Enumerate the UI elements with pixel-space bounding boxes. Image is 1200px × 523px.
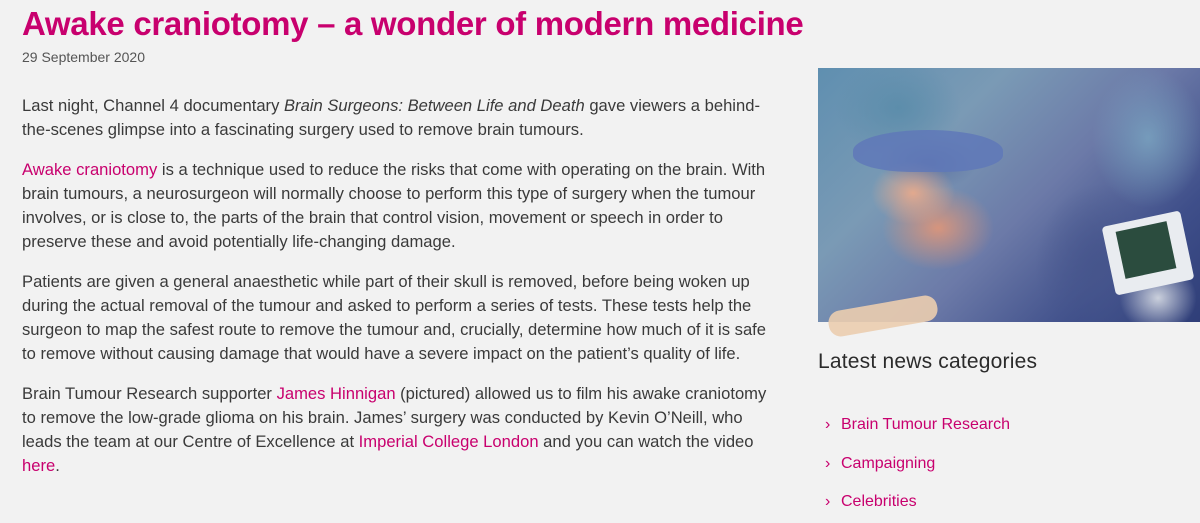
article-body <box>22 94 782 494</box>
sidebar-title: Latest news categories <box>818 350 1038 373</box>
category-brain-tumour-research[interactable] <box>825 406 1010 445</box>
chevron-right-icon: › <box>825 493 831 511</box>
paragraph-1-text-b: gave viewers a behind-the-scenes glimpse into a fascinating surgery used to remove brain tumours. <box>22 96 760 139</box>
paragraph-2 <box>22 158 782 254</box>
surgical-cap <box>853 130 1003 172</box>
imperial-college-link[interactable]: Imperial College London <box>358 432 539 451</box>
paragraph-1-text-a: Last night, Channel 4 documentary <box>22 96 284 115</box>
paragraph-4-text-c: and you can watch the video <box>538 432 754 451</box>
paragraph-3: Patients are given a general anaesthetic while part of their skull is removed, before being woken up during the actual removal of the tumour and asked to perform a series of tests. These tests help the surgeon to map the safest route to remove the tumour and, crucially, determine how much of it is safe to remove without causing damage that would have a severe impact on the patient’s quality of life. <box>22 272 767 363</box>
paragraph-4-text-d: . <box>55 456 60 475</box>
chevron-right-icon: › <box>825 454 831 472</box>
paragraph-4 <box>22 382 782 478</box>
paragraph-1 <box>22 94 782 142</box>
article-date: 29 September 2020 <box>22 49 145 65</box>
documentary-title: Brain Surgeons: Between Life and Death <box>283 96 585 115</box>
paragraph-4-text-b: (pictured) allowed us to film his awake craniotomy to remove the low-grade glioma on his brain. James’ surgery was conducted by Kevin O’Neill, who leads the team at our Centre of Excellence at <box>22 384 767 451</box>
category-list <box>825 406 1010 522</box>
james-hinnigan-link[interactable]: James Hinnigan <box>276 384 396 403</box>
chevron-right-icon: › <box>825 416 831 434</box>
category-label: Campaigning <box>841 454 936 472</box>
category-celebrities[interactable] <box>825 483 1010 522</box>
awake-craniotomy-link[interactable]: Awake craniotomy <box>22 160 158 179</box>
video-here-link[interactable]: here <box>22 456 56 475</box>
category-label: Brain Tumour Research <box>841 416 1010 434</box>
paragraph-4-text-a: Brain Tumour Research supporter <box>22 384 277 403</box>
patient-arm <box>827 294 940 339</box>
surgery-photo <box>818 68 1200 322</box>
category-campaigning[interactable] <box>825 445 1010 484</box>
paragraph-2-text: is a technique used to reduce the risks that come with operating on the brain. With brain tumours, a neurosurgeon will normally choose to perform this type of surgery when the tumour involves, or is close to, the parts of the brain that control vision, movement or speech in order to preserve these and avoid potentially life-changing damage. <box>22 160 766 251</box>
page-title: Awake craniotomy – a wonder of modern medicine <box>22 5 804 42</box>
category-label: Celebrities <box>841 493 917 511</box>
